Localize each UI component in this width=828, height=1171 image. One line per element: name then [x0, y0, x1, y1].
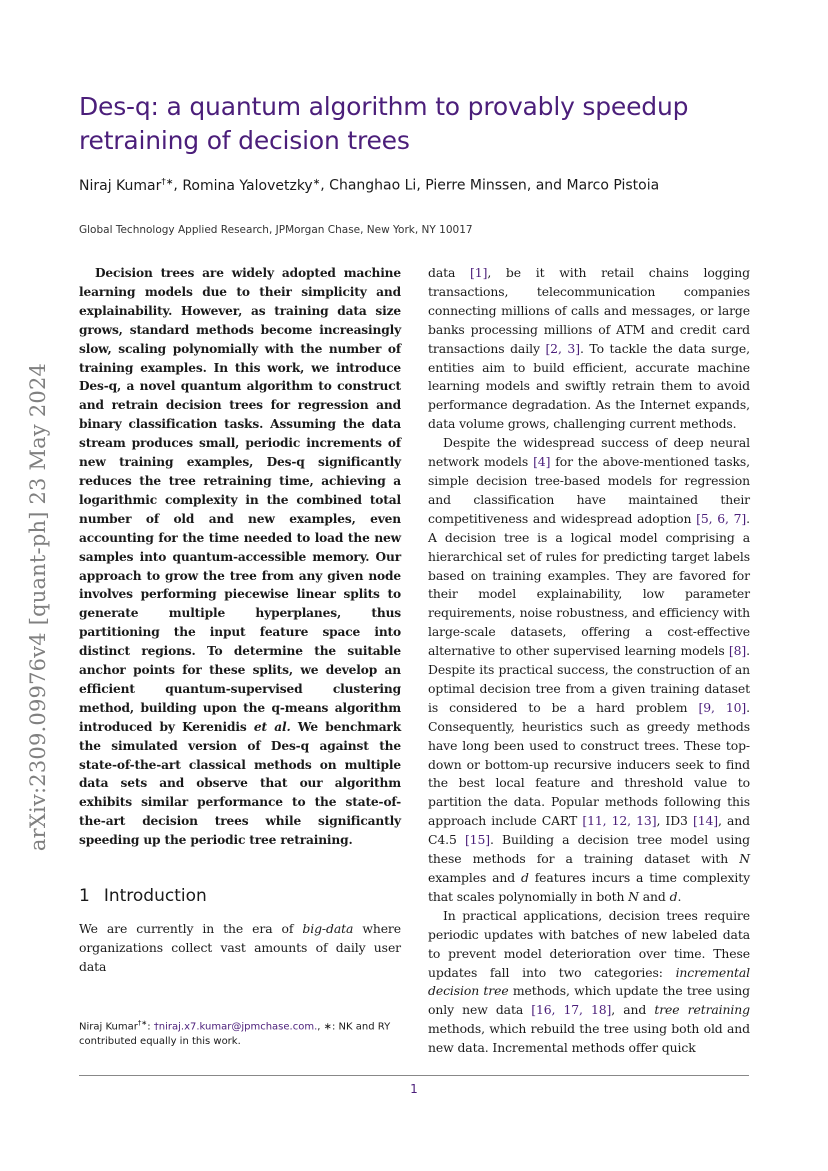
citation-link[interactable]: [2, 3]	[545, 340, 580, 356]
footnote	[79, 1016, 401, 1049]
citation-link[interactable]: [9, 10]	[698, 699, 747, 715]
text: . A decision tree is a logical model comprising a hierarchical set of rules for predicting target labels based on training examples. They are favored for their model explainability, low parameter requirements, noise robustness, and efficiency with large-scale datasets, offering a cost-effective alternative to other supervised learning models	[428, 510, 750, 659]
author	[329, 178, 416, 194]
text: .	[677, 888, 682, 904]
footnote-mark: †∗	[137, 1019, 148, 1027]
abstract-text: Decision trees are widely adopted machine learning models due to their simplicity and explainability. However, as training data size grows, standard methods become increasingly slow, scaling polynomially with the number of training examples. In this work, we introduce Des-q, a novel quantum algorithm to construct and retrain decision trees for regression and binary classification tasks. Assuming the data stream produces small, periodic increments of new training examples, Des-q significantly reduces the tree retraining time, achieving a logarithmic complexity in the combined total number of old and new examples, even accounting for the time needed to load the new samples into quantum-accessible memory. Our approach to grow the tree from any given node involves performing piecewise linear splits to generate multiple hyperplanes, thus partitioning the input feature space into distinct regions. To determine the suitable anchor points for these splits, we develop an efficient quantum-supervised clustering method, building upon the q-means algorithm introduced by Kerenidis	[79, 266, 401, 734]
citation-link[interactable]: [16, 17, 18]	[531, 1002, 612, 1018]
citation-link[interactable]: [15]	[464, 832, 490, 848]
intro-paragraph-2	[428, 434, 750, 907]
math-variable: d	[520, 870, 529, 885]
text: , and C4.5	[428, 813, 750, 848]
author-mark: ∗	[312, 177, 321, 187]
text: :	[147, 1021, 154, 1033]
text: examples and	[428, 870, 521, 885]
text: features incurs a time complexity that scales polynomially in both	[428, 870, 750, 904]
author-name: Romina Yalovetzky	[182, 177, 313, 194]
author-separator: ,	[416, 177, 426, 194]
author-list	[79, 172, 769, 196]
author	[425, 178, 527, 194]
citation-link[interactable]: [8]	[728, 643, 747, 659]
email-link[interactable]: †niraj.x7.kumar@jpmchase.com.	[153, 1021, 318, 1033]
author-name: Niraj Kumar	[79, 177, 162, 194]
intro-paragraph-1	[79, 920, 401, 977]
text: , ∗: NK and RY contributed equally in this work.	[79, 1021, 391, 1048]
text: and	[638, 888, 670, 904]
text: for the above-mentioned tasks, simple decision tree-based models for regression and classification have maintained their competitiveness and widespread adoption	[428, 454, 751, 526]
author-separator: ,	[173, 177, 183, 194]
text: Despite the widespread success of deep neural network models	[428, 435, 750, 470]
intro-paragraph-3	[428, 907, 750, 1058]
text: . To tackle the data surge, entities aim to build efficient, accurate machine learning models and swiftly retrain them to avoid performance degradation. As the Internet expands, data volume grows, challenging current methods.	[428, 340, 751, 432]
citation-link[interactable]: [4]	[533, 454, 551, 470]
section-title: Introduction	[103, 886, 207, 907]
text: , and	[611, 1002, 655, 1018]
affiliation: Global Technology Applied Research, JPMorgan Chase, New York, NY 10017	[79, 224, 473, 236]
section-number: 1	[79, 886, 90, 907]
italic-term: big-data	[302, 921, 354, 937]
author-mark: †∗	[161, 177, 174, 187]
text: . Consequently, heuristics such as greedy methods have long been used to construct trees. These top-down or bottom-up recursive inducers seek to find the best local feature and threshold value to partition the data. Popular methods following this approach include CART	[428, 699, 750, 829]
math-variable: N	[628, 888, 639, 904]
author-name: Marco Pistoia	[566, 177, 660, 194]
footnote-author: Niraj Kumar	[79, 1021, 138, 1033]
section-heading	[79, 886, 401, 906]
paper-title: Des-q: a quantum algorithm to provably speedup retraining of decision trees	[79, 92, 689, 155]
text: , be it with retail chains logging transactions, telecommunication companies connecting millions of calls and messages, or large banks processing millions of ATM and credit card transactions daily	[428, 265, 750, 356]
text: In practical applications, decision trees require periodic updates with batches of new labeled data to prevent model deterioration over time. These updates fall into two categories:	[428, 907, 750, 980]
text: . Building a decision tree model using these methods for a training dataset with	[428, 832, 751, 867]
author-separator: , and	[526, 177, 567, 194]
citation-link[interactable]: [14]	[692, 813, 719, 829]
abstract	[79, 264, 401, 850]
left-column	[79, 264, 401, 977]
text: methods, which update the tree using only new data	[428, 983, 751, 1018]
citation-link[interactable]: [11, 12, 13]	[582, 813, 657, 829]
arxiv-stamp	[18, 342, 58, 872]
text: where organizations collect vast amounts of daily user data	[79, 921, 401, 974]
arxiv-identifier: arXiv:2309.09976v4 [quant-ph] 23 May 2024	[26, 362, 51, 852]
text: . Despite its practical success, the construction of an optimal decision tree from a given training dataset is considered to be a hard problem	[428, 643, 750, 715]
abstract-text: We benchmark the simulated version of Des-q against the state-of-the-art classical methods on multiple data sets and observe that our algorithm exhibits similar performance to the state-of-the-art decision trees while significantly speeding up the periodic tree retraining.	[79, 719, 402, 848]
author-name: Changhao Li	[329, 177, 417, 194]
citation-link[interactable]: [5, 6, 7]	[696, 510, 747, 526]
right-column	[428, 264, 750, 1058]
author	[567, 178, 660, 194]
italic-term: tree retraining	[654, 1002, 750, 1018]
italic-term: incremental decision tree	[428, 964, 750, 999]
abstract-italic: et al.	[253, 719, 291, 734]
text: We are currently in the era of	[79, 921, 303, 937]
footer-rule	[79, 1075, 749, 1076]
intro-paragraph-1-cont: data [1], be it with retail chains logging transactions, telecommunication companies connecting millions of calls and messages, or large banks processing millions of ATM and credit card transactions daily [2, 3]. To tackle the data surge, entities aim to build efficient, accurate machine learning models and swiftly retrain them to avoid performance degradation. As the Internet expands, data volume grows, challenging current methods.	[428, 265, 751, 432]
text: methods, which rebuild the tree using both old and new data. Incremental methods offer quick	[428, 1021, 750, 1056]
author	[79, 178, 173, 194]
author-separator: ,	[320, 177, 330, 194]
text: , ID3	[656, 813, 693, 829]
author	[182, 178, 320, 194]
page-number: 1	[410, 1082, 418, 1096]
math-variable: d	[669, 888, 678, 904]
math-variable: N	[739, 851, 750, 867]
citation-link[interactable]: [1]	[470, 265, 488, 280]
author-name: Pierre Minssen	[425, 177, 527, 194]
